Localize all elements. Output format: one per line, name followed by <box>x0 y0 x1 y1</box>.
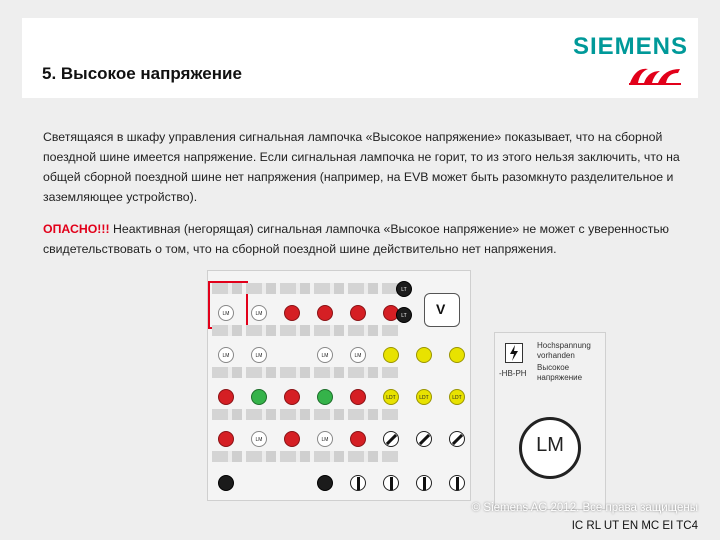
warning-paragraph-1: Светящаяся в шкафу управления сигнальная лампочка «Высокое напряжение» показывает, что на сборной поездной шине имеется напряжение. Если сигнальная лампочка не горит, то из этого нельзя заключить, что на общей сборной поездной шине нет напряжения (например, на EVB может быть разомкнуто разделительное и заземляющее устройство). <box>43 130 680 204</box>
page-title: 5. Высокое напряжение <box>42 64 242 83</box>
red-button <box>218 389 234 405</box>
red-button <box>350 431 366 447</box>
rotary-switch <box>416 475 432 491</box>
red-button <box>284 431 300 447</box>
lightning-icon <box>505 343 523 363</box>
siemens-logo: SIEMENS <box>572 33 688 60</box>
green-button <box>317 389 333 405</box>
rzd-logo <box>626 63 686 92</box>
label-code: -HB-PH <box>499 369 527 378</box>
rotary-switch <box>350 475 366 491</box>
lamp-lm: LM <box>218 347 234 363</box>
label-strip <box>212 409 398 420</box>
yellow-lamp <box>416 347 432 363</box>
control-panel-image <box>207 270 471 501</box>
label-russian: Высокое напряжение <box>537 363 583 382</box>
lamp-lm: LM <box>317 431 333 447</box>
black-button <box>317 475 333 491</box>
black-button: LT <box>396 307 412 323</box>
black-button <box>218 475 234 491</box>
red-button <box>218 431 234 447</box>
rotary-switch <box>383 431 399 447</box>
yellow-lamp: LDT <box>383 389 399 405</box>
voltmeter <box>424 293 460 327</box>
lamp-lm-large <box>519 417 581 479</box>
red-button <box>350 305 366 321</box>
lamp-label: LM <box>536 434 564 456</box>
label-strip <box>212 325 398 336</box>
yellow-lamp: LDT <box>416 389 432 405</box>
red-button <box>284 305 300 321</box>
document-code: IC RL UT EN MC EI TC4 <box>571 520 698 532</box>
lamp-lm: LM <box>317 347 333 363</box>
yellow-lamp <box>449 347 465 363</box>
label-strip <box>212 367 398 378</box>
lamp-lm-high-voltage: LM <box>218 305 234 321</box>
warning-paragraph-2 <box>43 219 683 259</box>
danger-label: ОПАСНО!!! <box>43 222 110 236</box>
lamp-zoom-detail <box>494 332 606 510</box>
danger-text: Неактивная (негорящая) сигнальная лампочка «Высокое напряжение» не может с уверенностью свидетельствовать о том, что на сборной поездной шине действительно нет напряжения. <box>43 222 669 256</box>
lamp-lm: LM <box>251 431 267 447</box>
copyright: © Siemens AG 2012. Все права защищены <box>471 502 698 514</box>
label-strip <box>212 283 398 294</box>
yellow-lamp: LDT <box>449 389 465 405</box>
rotary-switch <box>383 475 399 491</box>
red-button <box>350 389 366 405</box>
rotary-switch <box>449 475 465 491</box>
rotary-switch <box>416 431 432 447</box>
voltmeter-label: V <box>436 301 446 317</box>
lamp-lm: LM <box>251 305 267 321</box>
red-button <box>284 389 300 405</box>
lamp-lm: LM <box>251 347 267 363</box>
rotary-switch <box>449 431 465 447</box>
red-button <box>317 305 333 321</box>
black-button: LT <box>396 281 412 297</box>
header-bar <box>22 18 698 98</box>
yellow-lamp <box>383 347 399 363</box>
lamp-lm: LM <box>350 347 366 363</box>
label-strip <box>212 451 398 462</box>
green-button <box>251 389 267 405</box>
label-german: Hochspannung vorhanden <box>537 341 591 360</box>
